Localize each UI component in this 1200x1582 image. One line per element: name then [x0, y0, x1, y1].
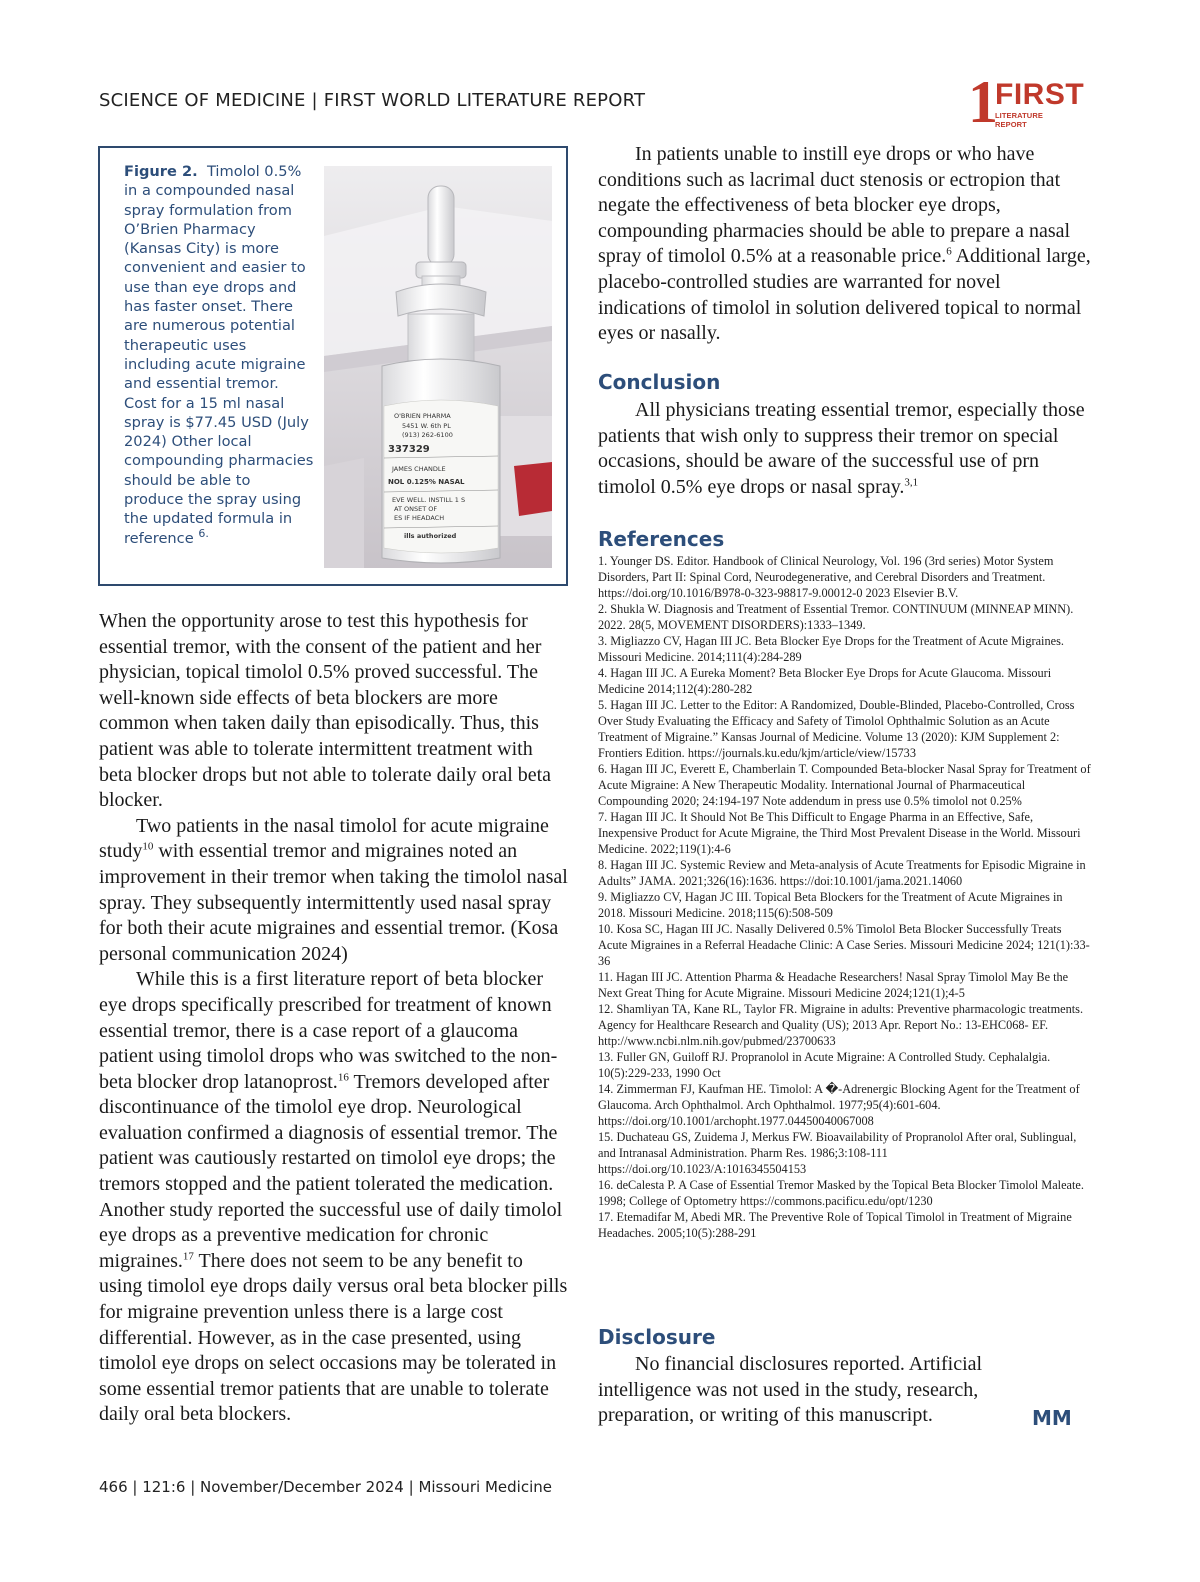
figure-caption-text: Timolol 0.5% in a compounded nasal spray formulation from O’Brien Pharmacy (Kansas City) is more convenient and easier to use than eye drops and has faster onset. There are numerous potential therapeutic uses including acute migraine and essential tremor. Cost for a 15 ml nasal spray is $77.45 USD (July 2024) Other local compounding pharmacies should be able to produce the spray using the updated formula in reference [124, 163, 314, 547]
references-heading: References [598, 527, 725, 551]
right-column-intro [598, 142, 1093, 347]
reference-item: 5. Hagan III JC. Letter to the Editor: A Randomized, Double-Blinded, Placebo-Controlled, Cross Over Study Evaluating the Efficacy and Safety of Timolol Ophthalmic Solution as an Acute Treatment of Migraine.” Kansas Journal of Medicine. Volume 13 (2020): KJM Supplement 2: Frontiers Edition. https://journals.ku.edu/kjm/article/view/15733 [598, 698, 1075, 760]
reference-item: 2. Shukla W. Diagnosis and Treatment of Essential Tremor. CONTINUUM (MINNEAP MINN). 2022. 28(5, MOVEMENT DISORDERS):1333–1349. [598, 602, 1074, 632]
photo-label-line: 5451 W. 6th PL [402, 422, 451, 430]
reference-item: 8. Hagan III JC. Systemic Review and Meta-analysis of Acute Treatments for Episodic Migraine in Adults” JAMA. 2021;326(16):1636. https://doi:10.1001/jama.2021.14060 [598, 858, 1086, 888]
reference-item: 15. Duchateau GS, Zuidema J, Merkus FW. Bioavailability of Propranolol After oral, Sublingual, and Intranasal Administration. Pharm Res. 1986;3:108-111 https://doi.org/10.1023/A:1016345504153 [598, 1130, 1077, 1176]
logo-word: FIRST [995, 78, 1085, 111]
reference-item: 17. Etemadifar M, Abedi MR. The Preventive Role of Topical Timolol in Treatment of Migraine Headaches. 2005;10(5):288-291 [598, 1210, 1072, 1240]
paragraph: No financial disclosures reported. Artificial intelligence was not used in the study, research, preparation, or writing of this manuscript. [598, 1353, 983, 1427]
photo-label-line: (913) 262-6100 [402, 431, 453, 439]
photo-label-line: ES IF HEADACH [394, 514, 445, 522]
reference-item: 16. deCalesta P. A Case of Essential Tremor Masked by the Topical Beta Blocker Timolol Maleate. 1998; College of Optometry https://commons.pacificu.edu/opt/1230 [598, 1178, 1084, 1208]
reference-item: 4. Hagan III JC. A Eureka Moment? Beta Blocker Eye Drops for Acute Glaucoma. Missouri Medicine 2014;112(4):280-282 [598, 666, 1052, 696]
running-header: SCIENCE OF MEDICINE | FIRST WORLD LITERATURE REPORT [99, 90, 646, 111]
photo-label-line: EVE WELL. INSTILL 1 S [392, 496, 466, 504]
photo-label-line: 337329 [388, 444, 430, 455]
paragraph: While this is a first literature report of beta blocker eye drops specifically prescribed for treatment of known essential tremor, there is a case report of a glaucoma patient using timolol drops who was switched to the non-beta blocker drop latanoprost.$^{16}$ Tremors developed after discontinuance of the timolol eye drop. Neurological evaluation confirmed a diagnosis of essential tremor. The patient was cautiously restarted on timolol eye drops; the tremors stopped and the patient tolerated the medication. Another study reported the successful use of daily timolol eye drops as a preventive medication for chronic migraines.$^{17}$ There does not seem to be any benefit to using timolol eye drops daily versus oral beta blocker pills for migraine prevention unless there is a large cost differential. However, as in the case presented, using timolol eye drops on select occasions may be tolerated in some essential tremor patients that are unable to tolerate daily oral beta blockers. [99, 968, 568, 1426]
reference-item: 11. Hagan III JC. Attention Pharma & Headache Researchers! Nasal Spray Timolol May Be the Next Great Thing for Acute Migraine. Missouri Medicine 2024;121(1);4-5 [598, 970, 1069, 1000]
figure-2-box [98, 146, 568, 586]
page-footer: 466 | 121:6 | November/December 2024 | Missouri Medicine [99, 1478, 552, 1496]
conclusion-body [598, 398, 1093, 500]
nasal-spray-bottle-illustration [324, 166, 552, 568]
paragraph: In patients unable to instill eye drops or who have conditions such as lacrimal duct stenosis or ectropion that negate the effectiveness of beta blocker eye drops, compounding pharmacies should be able to prepare a nasal spray of timolol 0.5% at a reasonable price.$^6$ Additional large, placebo-controlled studies are warranted for novel indications of timolol in solution delivered topical to normal eyes or nasally. [598, 143, 1091, 345]
paragraph: When the opportunity arose to test this hypothesis for essential tremor, with the consent of the patient and her physician, topical timolol 0.5% proved successful. The well-known side effects of beta blockers are more common when taken daily than episodically. Thus, this patient was able to tolerate intermittent treatment with beta blocker drops but not able to tolerate daily oral beta blocker. [99, 610, 552, 812]
paragraph: All physicians treating essential tremor, especially those patients that wish only to suppress their tremor on special occasions, should be aware of the successful use of prn timolol 0.5% eye drops or nasal spray.$^{3,1}$ [598, 399, 1085, 498]
photo-label-line: NOL 0.125% NASAL [388, 478, 465, 486]
photo-label-line: AT ONSET OF [394, 505, 438, 513]
reference-item: 10. Kosa SC, Hagan III JC. Nasally Delivered 0.5% Timolol Beta Blocker Successfully Treats Acute Migraines in a Referral Headache Clinic: A Case Series. Missouri Medicine 2024; 121(1):33-36 [598, 922, 1090, 968]
reference-item: 12. Shamliyan TA, Kane RL, Taylor FR. Migraine in adults: Preventive pharmacologic treatments. Agency for Healthcare Research and Quality (US); 2013 Apr. Report No.: 13-EHC068- EF. http://www.ncbi.nlm.nih.gov/pubmed/23700633 [598, 1002, 1084, 1048]
nasal-spray-photo [324, 166, 552, 568]
logo-number: 1 [968, 69, 998, 135]
reference-item: 9. Migliazzo CV, Hagan JC III. Topical Beta Blockers for the Treatment of Acute Migraines in 2018. Missouri Medicine. 2018;115(6):508-509 [598, 890, 1063, 920]
figure-caption [124, 162, 314, 548]
references-list [598, 553, 1093, 1241]
reference-item: 13. Fuller GN, Guiloff RJ. Propranolol in Acute Migraine: A Controlled Study. Cephalalgia. 10(5):229-233, 1990 Oct [598, 1050, 1051, 1080]
photo-label-line: O'BRIEN PHARMA [394, 412, 451, 420]
disclosure-heading: Disclosure [598, 1325, 716, 1349]
photo-label-line: JAMES CHANDLE [392, 465, 446, 473]
first-literature-report-logo [968, 69, 1085, 135]
figure-label: Figure 2. [124, 163, 198, 180]
end-mark: MM [1032, 1406, 1072, 1430]
logo-subtitle: LITERATURE REPORT [995, 111, 1043, 129]
reference-item: 14. Zimmerman FJ, Kaufman HE. Timolol: A �-Adrenergic Blocking Agent for the Treatment of Glaucoma. Arch Ophthalmol. Arch Ophthalmol. 1977;95(4):601-604. https://doi.org/10.1001/archopht.1977.04450040067008 [598, 1082, 1080, 1128]
reference-item: 7. Hagan III JC. It Should Not Be This Difficult to Engage Pharma in an Effective, Safe, Inexpensive Product for Acute Migraine, the Third Most Prevalent Disease in the World. Missouri Medicine. 2022;119(1):4-6 [598, 810, 1081, 856]
paragraph: Two patients in the nasal timolol for acute migraine study$^{10}$ with essential tremor and migraines noted an improvement in their tremor when taking the timolol nasal spray. They subsequently intermittently used nasal spray for both their acute migraines and essential tremor. (Kosa personal communication 2024) [99, 814, 568, 965]
figure-caption-ref: 6. [198, 526, 209, 540]
disclosure-body [598, 1352, 1018, 1429]
conclusion-heading: Conclusion [598, 370, 721, 394]
reference-item: 1. Younger DS. Editor. Handbook of Clinical Neurology, Vol. 196 (3rd series) Motor System Disorders, Part II: Spinal Cord, Neurodegenerative, and Cerebral Disorders and Treatment. https://doi.org/10.1016/B978-0-323-98817-9.00012-0 2023 Elsevier B.V. [598, 554, 1054, 600]
left-column-body [99, 609, 569, 1428]
reference-item: 3. Migliazzo CV, Hagan III JC. Beta Blocker Eye Drops for the Treatment of Acute Migraines. Missouri Medicine. 2014;111(4):284-289 [598, 634, 1064, 664]
photo-label-line: ills authorized [404, 532, 457, 540]
reference-item: 6. Hagan III JC, Everett E, Chamberlain T. Compounded Beta-blocker Nasal Spray for Treatment of Acute Migraine: A New Therapeutic Modality. International Journal of Pharmaceutical Compounding 2020; 24:194-197 Note addendum in press use 0.5% timolol not 0.25% [598, 762, 1091, 808]
